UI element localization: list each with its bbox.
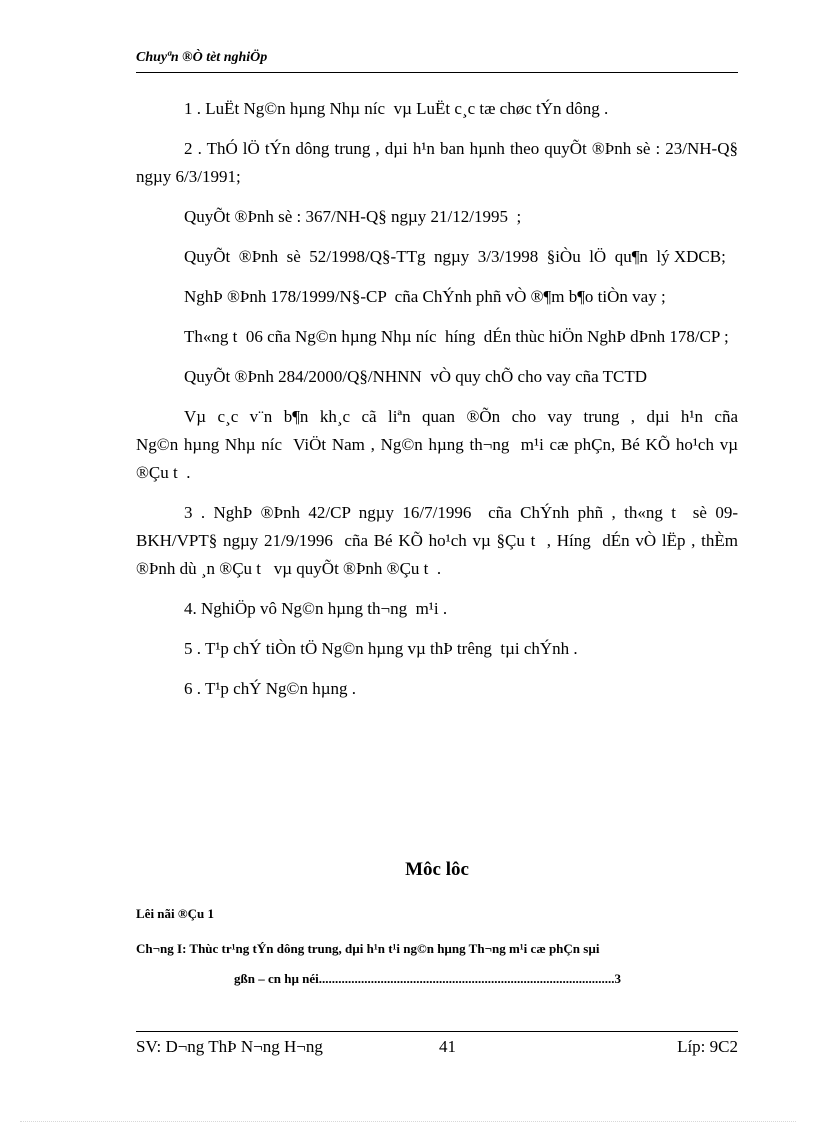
footer [136, 1037, 738, 1061]
toc-entry-introduction: Lêi nãi ®Çu 1 [136, 906, 214, 921]
header-divider [136, 72, 738, 73]
toc-entry-chapter-1 [136, 934, 738, 994]
toc-chapter-line-1: Ch¬ng I: Thùc tr¹ng tÝn dông trung, dµi h¹n t¹i ng©n hµng Th¬ng m¹i cæ phÇn sµi [136, 941, 600, 956]
reference-item: QuyÕt ®Þnh 284/2000/Q§/NHNN vÒ quy chÕ cho vay cña TCTD [184, 367, 648, 386]
reference-list [136, 95, 743, 715]
reference-item: QuyÕt ®Þnh sè : 367/NH-Q§ ngµy 21/12/1995 ; [184, 207, 522, 226]
header-title: Chuyªn ®Ò tèt nghiÖp [136, 50, 268, 65]
footer-page-number: 41 [439, 1037, 456, 1056]
reference-item: 1 . LuËt Ng©n hµng Nhµ níc vµ LuËt c¸c tæ chøc tÝn dông . [184, 99, 609, 118]
reference-item: NghÞ ®Þnh 178/1999/N§-CP cña ChÝnh phñ vÒ ®¶m b¶o tiÒn vay ; [184, 287, 666, 306]
reference-item: Vµ c¸c v¨n b¶n kh¸c cã liªn quan ®Õn cho vay trung , dµi h¹n cña Ng©n hµng Nhµ níc ViÖt Nam , Ng©n hµng th¬ng m¹i cæ phÇn, Bé KÕ ho¹ch vµ ®Çu t . [136, 407, 743, 482]
reference-item: 3 . NghÞ ®Þnh 42/CP ngµy 16/7/1996 cña ChÝnh phñ , th«ng t sè 09-BKH/VPT§ ngµy 21/9/1996 cña Bé KÕ ho¹ch vµ §Çu t , Híng dÉn vÒ lËp , thÈm ®Þnh dù ¸n ®Çu t vµ quyÕt ®Þnh ®Çu t . [136, 503, 743, 578]
footer-student-name: SV: D¬ng ThÞ N¬ng H¬ng [136, 1037, 323, 1056]
reference-item: Th«ng t 06 cña Ng©n hµng Nhµ níc híng dÉn thùc hiÖn NghÞ dÞnh 178/CP ; [184, 327, 729, 346]
page-bottom-border [20, 1121, 796, 1122]
reference-item: 4. NghiÖp vô Ng©n hµng th¬ng m¹i . [184, 599, 448, 618]
footer-divider [136, 1031, 738, 1032]
reference-item: 2 . ThÓ lÖ tÝn dông trung , dµi h¹n ban hµnh theo quyÕt ®Þnh sè : 23/NH-Q§ ngµy 6/3/1991; [136, 139, 743, 186]
footer-class: Líp: 9C2 [677, 1037, 738, 1056]
toc-chapter-line-2: gßn – cn hµ néi...........................................................................................3 [234, 971, 622, 986]
reference-item: QuyÕt ®Þnh sè 52/1998/Q§-TTg ngµy 3/3/1998 §iÒu lÖ qu¶n lý XDCB; [184, 247, 726, 266]
toc-title: Môc lôc [405, 859, 469, 880]
reference-item: 5 . T¹p chÝ tiÒn tÖ Ng©n hµng vµ thÞ trêng tµi chÝnh . [184, 639, 578, 658]
reference-item: 6 . T¹p chÝ Ng©n hµng . [184, 679, 356, 698]
